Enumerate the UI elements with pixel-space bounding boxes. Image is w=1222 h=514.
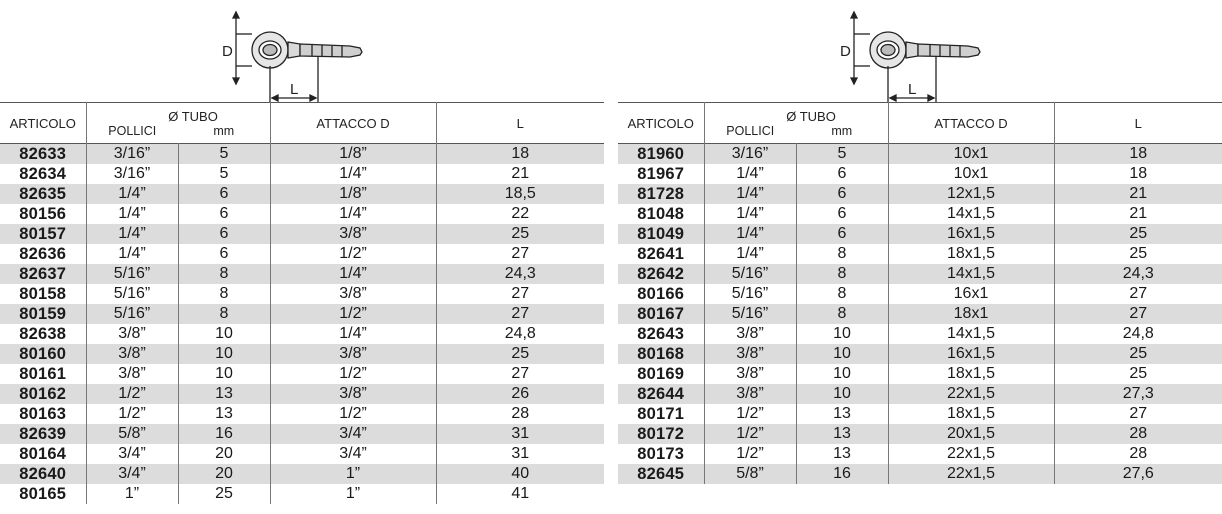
cell-attacco: 16x1,5 <box>888 344 1054 364</box>
cell-mm: 8 <box>796 284 888 304</box>
cell-pollici: 1/4” <box>704 204 796 224</box>
header-tubo: Ø TUBO <box>704 103 888 125</box>
cell-pollici: 3/16” <box>704 144 796 165</box>
cell-l: 28 <box>1129 425 1148 442</box>
cell-l: 24,8 <box>1122 325 1154 342</box>
cell-mm: 16 <box>178 424 270 444</box>
cell-attacco: 14x1,5 <box>888 324 1054 344</box>
cell-l: 18 <box>511 145 530 162</box>
cell-l: 25 <box>1129 365 1148 382</box>
cell-mm: 8 <box>796 304 888 324</box>
cell-articolo: 80171 <box>618 404 704 424</box>
cell-articolo: 81048 <box>618 204 704 224</box>
cell-attacco: 18x1,5 <box>888 244 1054 264</box>
cell-pollici: 3/8” <box>704 324 796 344</box>
right-table <box>618 102 1222 484</box>
cell-attacco: 22x1,5 <box>888 384 1054 404</box>
cell-l: 25 <box>1129 345 1148 362</box>
cell-pollici: 1/2” <box>704 404 796 424</box>
cell-l: 25 <box>1129 225 1148 242</box>
cell-attacco: 1/2” <box>270 244 436 264</box>
cell-attacco: 1/4” <box>270 324 436 344</box>
cell-attacco: 18x1,5 <box>888 404 1054 424</box>
cell-mm: 20 <box>178 444 270 464</box>
cell-pollici: 1/4” <box>704 184 796 204</box>
cell-l: 25 <box>511 345 530 362</box>
d-label: D <box>222 43 233 60</box>
cell-attacco: 12x1,5 <box>888 184 1054 204</box>
cell-pollici: 5/16” <box>704 284 796 304</box>
cell-l: 27 <box>511 305 530 322</box>
cell-pollici: 5/16” <box>86 284 178 304</box>
cell-l: 27,3 <box>1122 385 1154 402</box>
cell-attacco: 10x1 <box>888 164 1054 184</box>
cell-l: 27 <box>1129 285 1148 302</box>
cell-articolo: 80159 <box>0 304 86 324</box>
cell-articolo: 82642 <box>618 264 704 284</box>
cell-attacco: 3/8” <box>270 344 436 364</box>
table-row <box>0 364 604 384</box>
cell-attacco: 3/8” <box>270 284 436 304</box>
cell-l: 26 <box>511 385 530 402</box>
cell-pollici: 5/8” <box>704 464 796 484</box>
cell-articolo: 82639 <box>0 424 86 444</box>
header-pollici: POLLICI <box>726 124 775 139</box>
cell-articolo: 80168 <box>618 344 704 364</box>
cell-pollici: 3/8” <box>704 364 796 384</box>
header-attacco: ATTACCO D <box>888 103 1054 144</box>
cell-mm: 10 <box>178 344 270 364</box>
cell-l: 25 <box>511 225 530 242</box>
cell-mm: 5 <box>178 144 270 165</box>
header-mm: mm <box>178 124 270 143</box>
cell-attacco: 22x1,5 <box>888 464 1054 484</box>
cell-l: 27 <box>1129 405 1148 422</box>
cell-attacco: 1/4” <box>270 164 436 184</box>
cell-mm: 5 <box>796 144 888 165</box>
cell-l: 40 <box>511 465 530 482</box>
cell-articolo: 82641 <box>618 244 704 264</box>
cell-articolo: 82637 <box>0 264 86 284</box>
table-row <box>618 144 1222 165</box>
cell-mm: 6 <box>178 204 270 224</box>
cell-articolo: 80166 <box>618 284 704 304</box>
table-row <box>0 424 604 444</box>
left-panel <box>0 0 604 504</box>
cell-attacco: 18x1,5 <box>888 364 1054 384</box>
cell-articolo: 80160 <box>0 344 86 364</box>
table-row <box>0 304 604 324</box>
banjo-fitting-icon <box>618 4 1222 102</box>
cell-mm: 10 <box>796 384 888 404</box>
cell-l: 27 <box>511 245 530 262</box>
right-panel <box>618 0 1222 484</box>
header-mm: mm <box>796 124 888 143</box>
cell-pollici: 5/16” <box>86 304 178 324</box>
table-row <box>618 204 1222 224</box>
l-label: L <box>908 81 917 98</box>
cell-l: 27,6 <box>1122 465 1154 482</box>
cell-mm: 6 <box>796 164 888 184</box>
cell-articolo: 80157 <box>0 224 86 244</box>
table-row <box>618 424 1222 444</box>
cell-pollici: 3/4” <box>86 464 178 484</box>
table-row <box>0 384 604 404</box>
cell-pollici: 3/8” <box>86 344 178 364</box>
table-row <box>618 264 1222 284</box>
table-row <box>0 184 604 204</box>
l-label: L <box>290 81 299 98</box>
cell-attacco: 1/8” <box>270 184 436 204</box>
cell-articolo: 80167 <box>618 304 704 324</box>
cell-pollici: 5/8” <box>86 424 178 444</box>
cell-attacco: 1” <box>270 484 436 504</box>
table-row <box>0 344 604 364</box>
cell-mm: 8 <box>178 284 270 304</box>
cell-attacco: 1/2” <box>270 304 436 324</box>
cell-l: 27 <box>1129 305 1148 322</box>
cell-mm: 10 <box>178 324 270 344</box>
cell-mm: 16 <box>796 464 888 484</box>
cell-articolo: 82635 <box>0 184 86 204</box>
cell-attacco: 3/8” <box>270 384 436 404</box>
table-row <box>0 204 604 224</box>
table-row <box>618 164 1222 184</box>
cell-articolo: 81049 <box>618 224 704 244</box>
cell-articolo: 80161 <box>0 364 86 384</box>
cell-l: 21 <box>511 165 530 182</box>
banjo-fitting-drawing-left <box>0 0 604 102</box>
table-row <box>618 344 1222 364</box>
table-row <box>0 484 604 504</box>
cell-mm: 6 <box>178 244 270 264</box>
cell-articolo: 80156 <box>0 204 86 224</box>
cell-pollici: 1/4” <box>86 184 178 204</box>
cell-mm: 6 <box>796 184 888 204</box>
cell-attacco: 18x1 <box>888 304 1054 324</box>
table-row <box>618 324 1222 344</box>
table-row <box>618 284 1222 304</box>
cell-pollici: 1” <box>86 484 178 504</box>
left-table <box>0 102 604 504</box>
cell-articolo: 82633 <box>0 144 86 165</box>
cell-attacco: 20x1,5 <box>888 424 1054 444</box>
cell-l: 31 <box>511 425 530 442</box>
cell-articolo: 82643 <box>618 324 704 344</box>
banjo-fitting-icon <box>0 4 604 102</box>
cell-articolo: 80158 <box>0 284 86 304</box>
cell-attacco: 3/8” <box>270 224 436 244</box>
cell-articolo: 82644 <box>618 384 704 404</box>
cell-l: 31 <box>511 445 530 462</box>
cell-attacco: 1/2” <box>270 404 436 424</box>
cell-mm: 8 <box>178 264 270 284</box>
cell-mm: 25 <box>178 484 270 504</box>
table-row <box>0 324 604 344</box>
table-row <box>0 144 604 165</box>
cell-pollici: 1/4” <box>86 204 178 224</box>
cell-mm: 13 <box>796 444 888 464</box>
cell-articolo: 82638 <box>0 324 86 344</box>
cell-mm: 10 <box>178 364 270 384</box>
table-row <box>618 444 1222 464</box>
cell-l: 21 <box>1129 205 1148 222</box>
cell-pollici: 1/4” <box>86 224 178 244</box>
cell-pollici: 3/8” <box>704 344 796 364</box>
cell-articolo: 80173 <box>618 444 704 464</box>
cell-pollici: 3/8” <box>86 324 178 344</box>
cell-pollici: 1/4” <box>86 244 178 264</box>
cell-l: 24,3 <box>504 265 536 282</box>
left-table-body <box>0 144 604 505</box>
table-row <box>618 384 1222 404</box>
cell-l: 28 <box>1129 445 1148 462</box>
cell-attacco: 22x1,5 <box>888 444 1054 464</box>
cell-mm: 13 <box>796 424 888 444</box>
cell-attacco: 1” <box>270 464 436 484</box>
cell-l: 27 <box>511 285 530 302</box>
cell-pollici: 3/4” <box>86 444 178 464</box>
cell-attacco: 1/8” <box>270 144 436 165</box>
cell-pollici: 3/8” <box>86 364 178 384</box>
table-row <box>0 284 604 304</box>
cell-l: 28 <box>511 405 530 422</box>
cell-articolo: 80162 <box>0 384 86 404</box>
cell-attacco: 1/2” <box>270 364 436 384</box>
cell-articolo: 80172 <box>618 424 704 444</box>
cell-attacco: 14x1,5 <box>888 204 1054 224</box>
table-row <box>0 444 604 464</box>
table-row <box>618 364 1222 384</box>
cell-l: 24,8 <box>504 325 536 342</box>
cell-articolo: 81728 <box>618 184 704 204</box>
header-tubo: Ø TUBO <box>86 103 270 125</box>
table-row <box>0 224 604 244</box>
cell-pollici: 1/2” <box>704 444 796 464</box>
cell-pollici: 1/2” <box>704 424 796 444</box>
cell-l: 41 <box>511 485 530 502</box>
cell-articolo: 82640 <box>0 464 86 484</box>
table-row <box>0 244 604 264</box>
cell-articolo: 80169 <box>618 364 704 384</box>
cell-articolo: 80165 <box>0 484 86 504</box>
cell-l: 24,3 <box>1122 265 1154 282</box>
table-row <box>0 404 604 424</box>
cell-pollici: 3/8” <box>704 384 796 404</box>
table-row <box>618 404 1222 424</box>
table-row <box>618 464 1222 484</box>
header-attacco: ATTACCO D <box>270 103 436 144</box>
cell-mm: 6 <box>178 184 270 204</box>
cell-mm: 20 <box>178 464 270 484</box>
table-row <box>618 224 1222 244</box>
cell-articolo: 81960 <box>618 144 704 165</box>
table-row <box>618 244 1222 264</box>
cell-pollici: 1/4” <box>704 244 796 264</box>
cell-attacco: 1/4” <box>270 264 436 284</box>
d-label: D <box>840 43 851 60</box>
cell-pollici: 1/4” <box>704 164 796 184</box>
cell-mm: 13 <box>796 404 888 424</box>
cell-mm: 6 <box>796 224 888 244</box>
cell-l: 25 <box>1129 245 1148 262</box>
cell-mm: 6 <box>796 204 888 224</box>
table-row <box>0 464 604 484</box>
cell-pollici: 5/16” <box>704 304 796 324</box>
cell-mm: 13 <box>178 404 270 424</box>
header-pollici: POLLICI <box>108 124 157 139</box>
cell-mm: 8 <box>796 264 888 284</box>
cell-pollici: 1/2” <box>86 384 178 404</box>
header-l: L <box>1134 115 1142 131</box>
cell-pollici: 3/16” <box>86 144 178 165</box>
cell-attacco: 16x1,5 <box>888 224 1054 244</box>
cell-attacco: 3/4” <box>270 444 436 464</box>
cell-mm: 5 <box>178 164 270 184</box>
cell-pollici: 1/2” <box>86 404 178 424</box>
cell-pollici: 1/4” <box>704 224 796 244</box>
cell-articolo: 82645 <box>618 464 704 484</box>
table-row <box>0 264 604 284</box>
cell-mm: 8 <box>178 304 270 324</box>
cell-attacco: 1/4” <box>270 204 436 224</box>
right-table-body <box>618 144 1222 485</box>
table-row <box>0 164 604 184</box>
cell-pollici: 5/16” <box>86 264 178 284</box>
header-articolo: ARTICOLO <box>618 103 704 144</box>
cell-l: 18 <box>1129 165 1148 182</box>
cell-mm: 6 <box>178 224 270 244</box>
cell-l: 21 <box>1129 185 1148 202</box>
cell-l: 27 <box>511 365 530 382</box>
cell-mm: 8 <box>796 244 888 264</box>
cell-pollici: 3/16” <box>86 164 178 184</box>
header-l: L <box>516 115 524 131</box>
cell-pollici: 5/16” <box>704 264 796 284</box>
cell-l: 18,5 <box>504 185 536 202</box>
cell-mm: 10 <box>796 344 888 364</box>
cell-mm: 13 <box>178 384 270 404</box>
cell-attacco: 16x1 <box>888 284 1054 304</box>
cell-mm: 10 <box>796 324 888 344</box>
cell-attacco: 3/4” <box>270 424 436 444</box>
cell-attacco: 14x1,5 <box>888 264 1054 284</box>
cell-attacco: 10x1 <box>888 144 1054 165</box>
table-row <box>618 304 1222 324</box>
cell-l: 22 <box>511 205 530 222</box>
cell-l: 18 <box>1129 145 1148 162</box>
cell-articolo: 82634 <box>0 164 86 184</box>
cell-articolo: 81967 <box>618 164 704 184</box>
cell-articolo: 82636 <box>0 244 86 264</box>
header-articolo: ARTICOLO <box>0 103 86 144</box>
cell-articolo: 80163 <box>0 404 86 424</box>
table-row <box>618 184 1222 204</box>
cell-mm: 10 <box>796 364 888 384</box>
banjo-fitting-drawing-right <box>618 0 1222 102</box>
cell-articolo: 80164 <box>0 444 86 464</box>
